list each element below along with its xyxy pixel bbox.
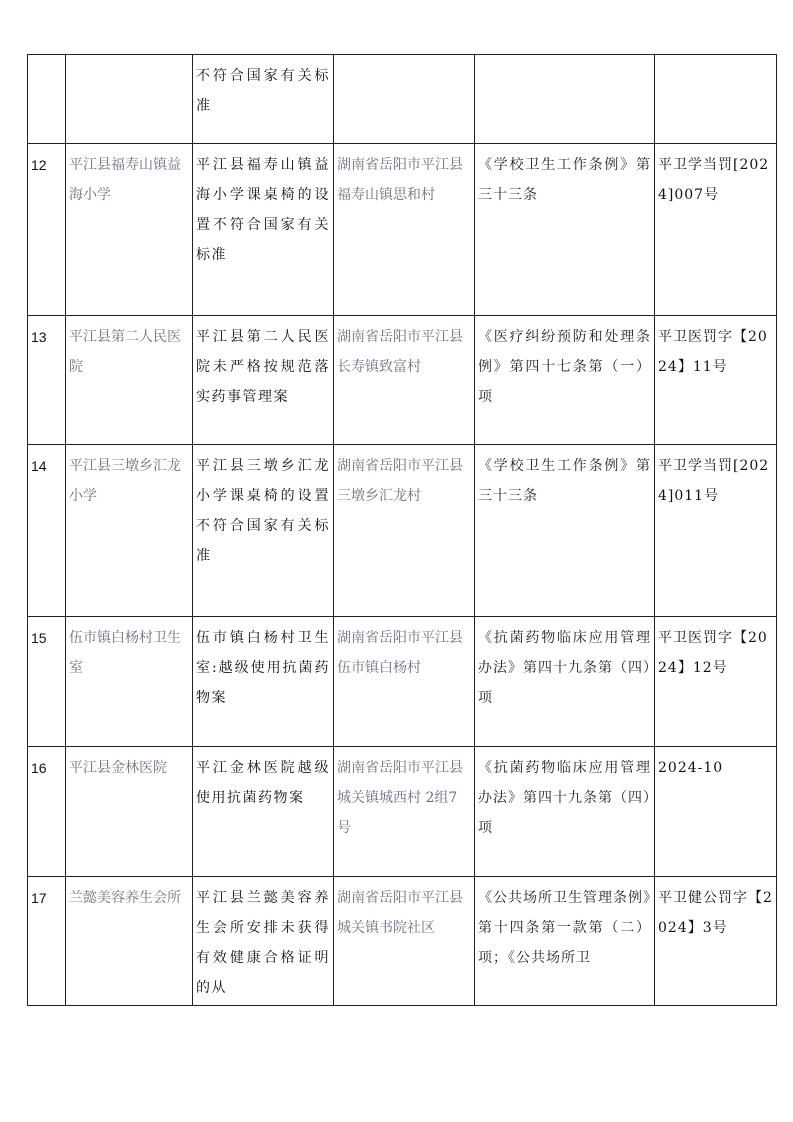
cell-address: 湖南省岳阳市平江县长寿镇致富村 [334,316,475,445]
table-row [28,55,777,144]
cell-unit: 平江县三墩乡汇龙小学 [66,445,193,617]
cell-doc: 平卫健公罚字【2024】3号 [655,877,777,1006]
cell-case: 伍市镇白杨村卫生室:越级使用抗菌药物案 [193,617,334,747]
cell-basis: 《学校卫生工作条例》第三十三条 [475,445,655,617]
cell-case: 平江县兰懿美容养生会所安排未获得有效健康合格证明的从 [193,877,334,1006]
cell-address: 湖南省岳阳市平江县城关镇书院社区 [334,877,475,1006]
cell-basis [475,55,655,144]
cell-no: 12 [28,144,66,316]
cell-unit: 兰懿美容养生会所 [66,877,193,1006]
table-row [28,316,777,445]
cell-basis: 《抗菌药物临床应用管理办法》第四十九条第（四）项 [475,747,655,877]
cell-address: 湖南省岳阳市平江县城关镇城西村 2组7号 [334,747,475,877]
cell-no: 15 [28,617,66,747]
cell-doc: 2024-10 [655,747,777,877]
cell-address [334,55,475,144]
cell-doc: 平卫医罚字【2024】11号 [655,316,777,445]
cell-doc: 平卫医罚字【2024】12号 [655,617,777,747]
cell-doc [655,55,777,144]
cell-doc: 平卫学当罚[2024]007号 [655,144,777,316]
cell-no [28,55,66,144]
cell-address: 湖南省岳阳市平江县伍市镇白杨村 [334,617,475,747]
cell-basis: 《医疗纠纷预防和处理条例》第四十七条第（一）项 [475,316,655,445]
cell-no: 13 [28,316,66,445]
cell-unit: 平江县金林医院 [66,747,193,877]
cell-basis: 《公共场所卫生管理条例》第十四条第一款第（二）项；《公共场所卫 [475,877,655,1006]
cell-unit: 平江县福寿山镇益海小学 [66,144,193,316]
cell-unit: 伍市镇白杨村卫生室 [66,617,193,747]
table-row [28,617,777,747]
cell-address: 湖南省岳阳市平江县福寿山镇思和村 [334,144,475,316]
penalty-table [27,54,777,1006]
cell-case: 平江金林医院越级使用抗菌药物案 [193,747,334,877]
cell-basis: 《抗菌药物临床应用管理办法》第四十九条第（四）项 [475,617,655,747]
cell-case: 平江县第二人民医院未严格按规范落实药事管理案 [193,316,334,445]
cell-basis: 《学校卫生工作条例》第三十三条 [475,144,655,316]
table-row [28,144,777,316]
cell-unit: 平江县第二人民医院 [66,316,193,445]
table-row [28,445,777,617]
cell-no: 16 [28,747,66,877]
cell-no: 14 [28,445,66,617]
cell-case: 平江县三墩乡汇龙小学课桌椅的设置不符合国家有关标准 [193,445,334,617]
cell-doc: 平卫学当罚[2024]011号 [655,445,777,617]
table-row [28,747,777,877]
cell-address: 湖南省岳阳市平江县三墩乡汇龙村 [334,445,475,617]
cell-no: 17 [28,877,66,1006]
table-row [28,877,777,1006]
cell-unit [66,55,193,144]
cell-case: 不符合国家有关标准 [193,55,334,144]
cell-case: 平江县福寿山镇益海小学课桌椅的设置不符合国家有关标准 [193,144,334,316]
